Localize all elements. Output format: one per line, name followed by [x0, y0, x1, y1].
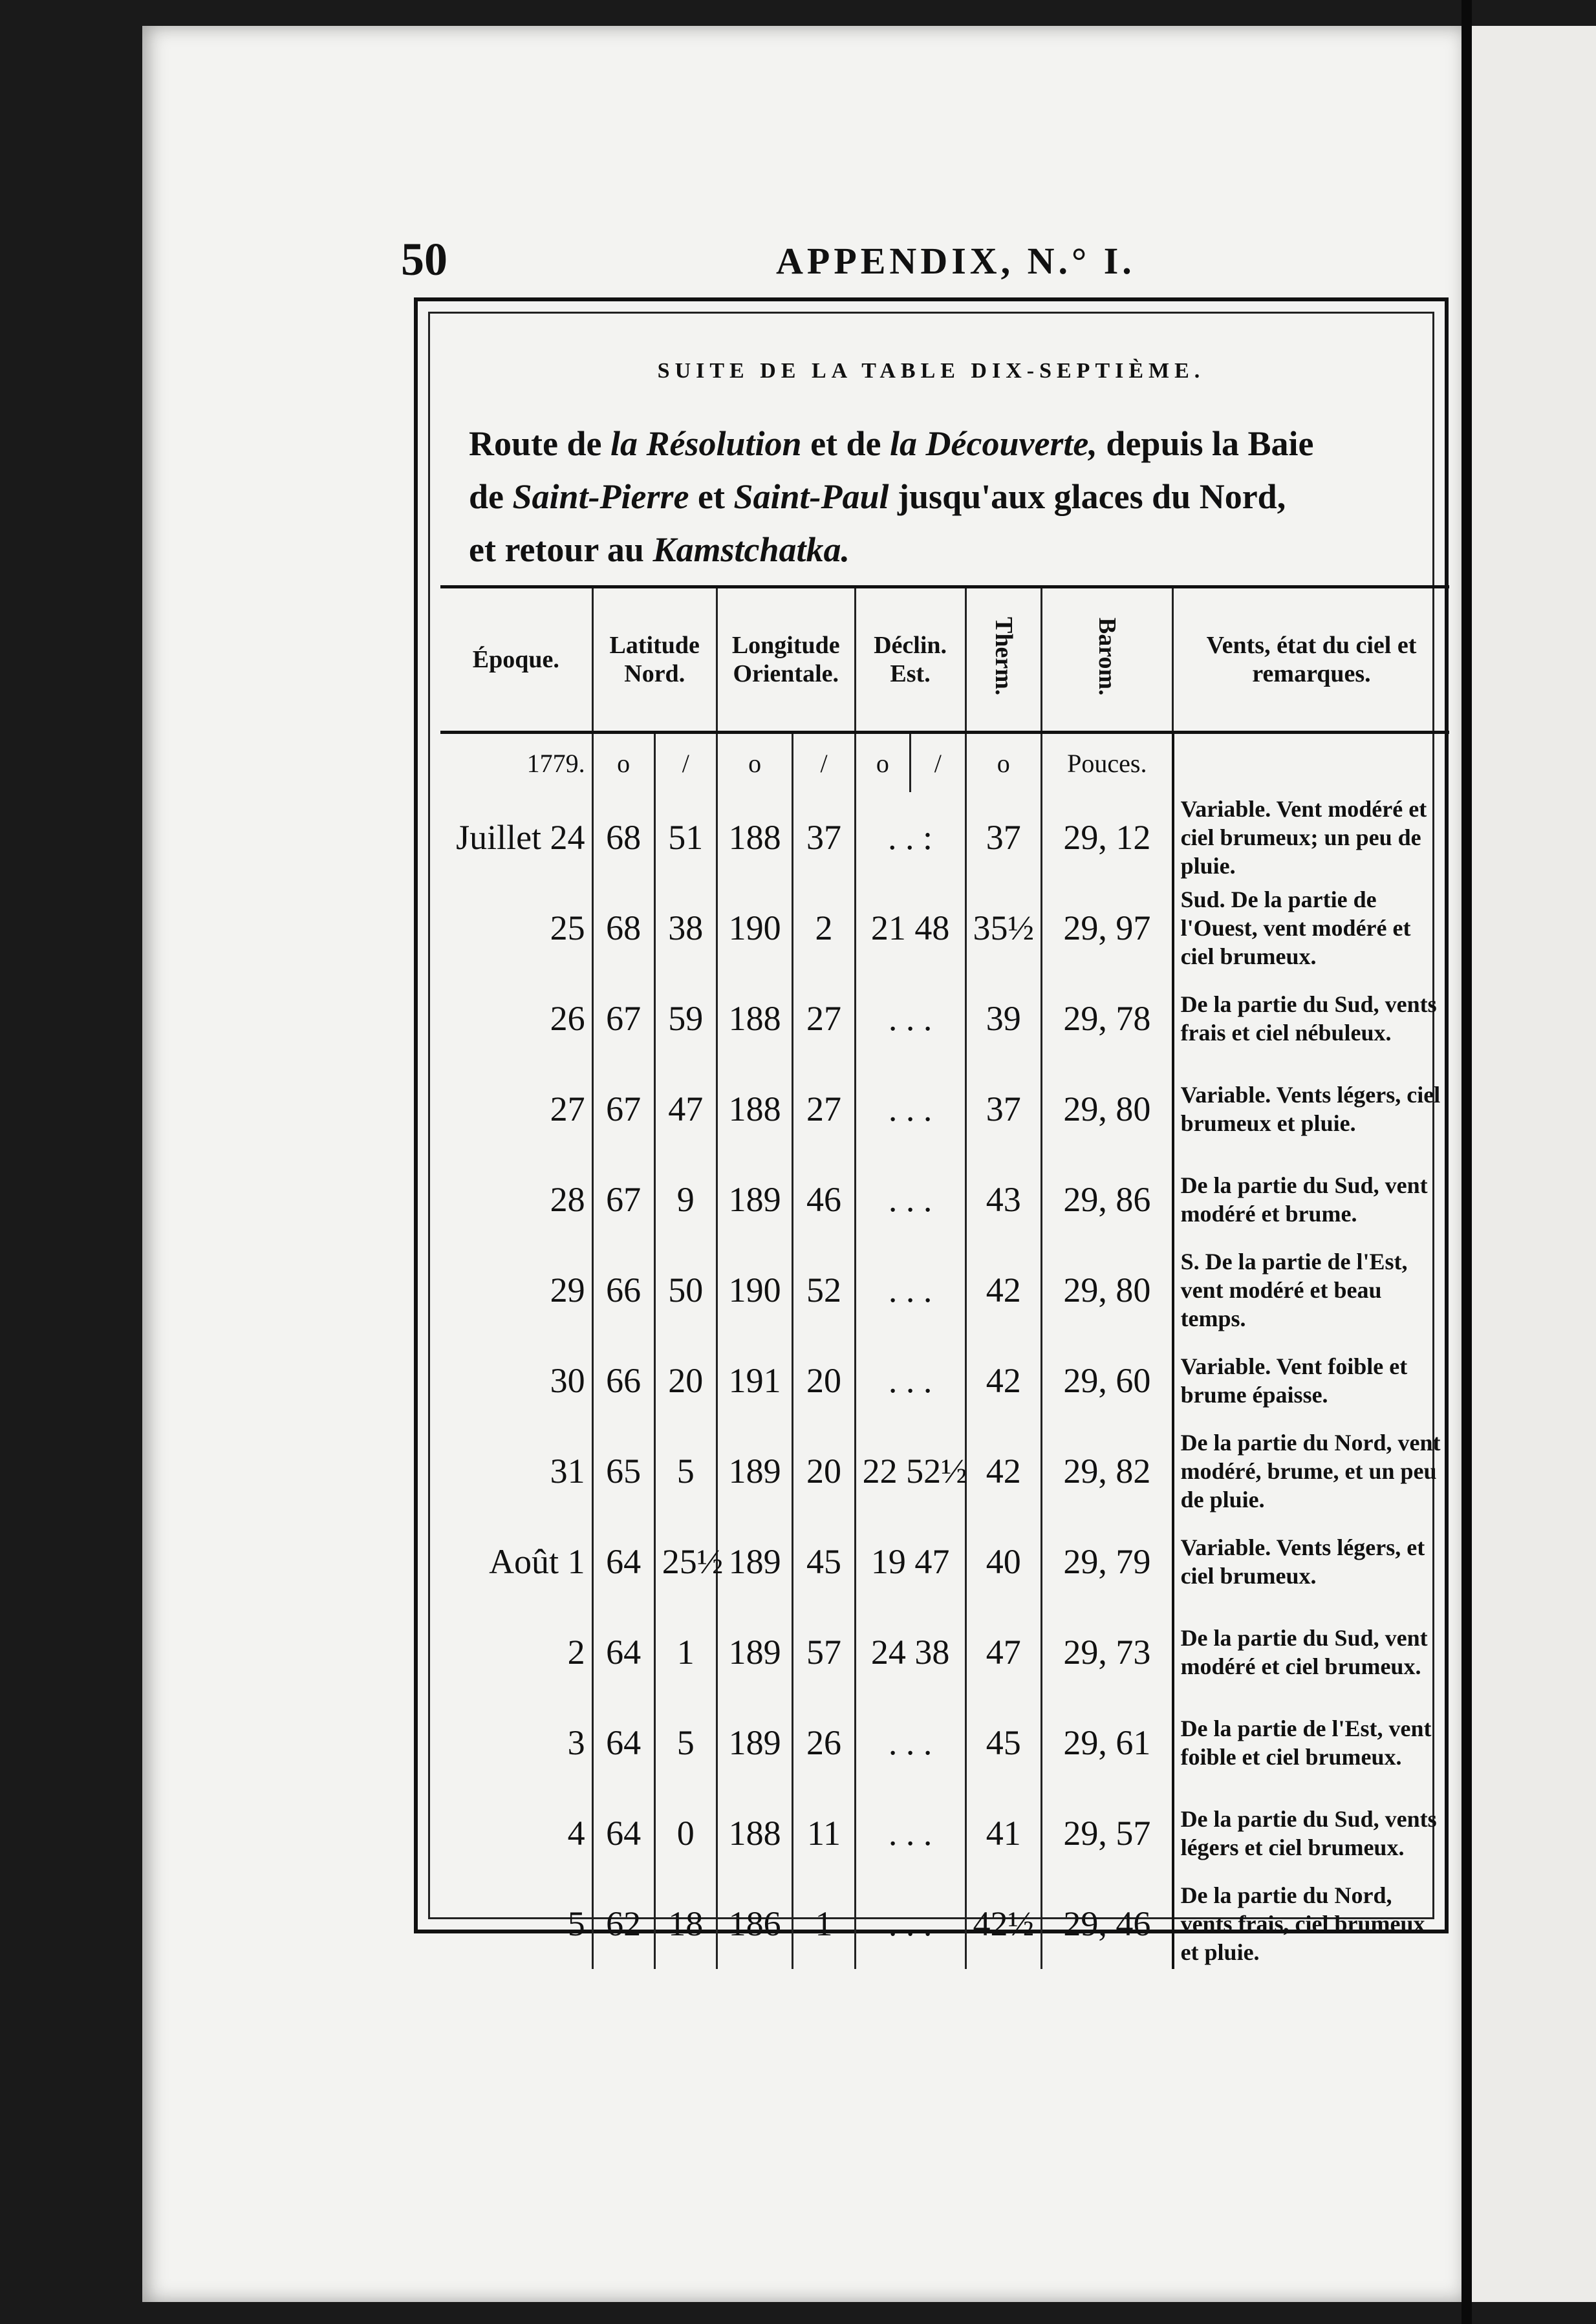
- book-gutter: [1461, 0, 1472, 2324]
- col-declination: Déclin. Est.: [855, 587, 965, 733]
- route-text: et: [689, 477, 734, 516]
- header-row: [440, 587, 1449, 733]
- barometer-cell: 29, 78: [1042, 973, 1173, 1064]
- thermometer-cell: 42: [965, 1335, 1042, 1426]
- col-latitude: Latitude Nord.: [592, 587, 717, 733]
- longitude-degrees: 189: [717, 1516, 793, 1607]
- log-table: [440, 585, 1449, 1969]
- barometer-cell: 29, 57: [1042, 1788, 1173, 1878]
- latitude-minutes: 20: [654, 1335, 717, 1426]
- remarks-cell: De la partie du Sud, vent modéré et brume.: [1173, 1154, 1449, 1245]
- barometer-cell: 29, 73: [1042, 1607, 1173, 1697]
- date-cell: 3: [567, 1723, 585, 1762]
- date-cell: 5: [567, 1904, 585, 1943]
- date-cell: 2: [567, 1633, 585, 1672]
- table-frame-inner: [428, 312, 1441, 1965]
- latitude-degrees: 68: [592, 883, 654, 973]
- latitude-degrees: 62: [592, 1878, 654, 1969]
- declination-cell: 21 48: [855, 883, 965, 973]
- latitude-minutes: 18: [654, 1878, 717, 1969]
- ship-name-decouverte: la Découverte,: [890, 424, 1097, 463]
- unit-therm: o: [965, 733, 1042, 793]
- date-cell: 29: [550, 1271, 585, 1309]
- latitude-degrees: 66: [592, 1335, 654, 1426]
- date-cell: 4: [567, 1814, 585, 1853]
- latitude-minutes: 1: [654, 1607, 717, 1697]
- longitude-minutes: 26: [793, 1697, 855, 1788]
- barometer-cell: 29, 79: [1042, 1516, 1173, 1607]
- longitude-degrees: 189: [717, 1154, 793, 1245]
- declination-cell: 19 47: [855, 1516, 965, 1607]
- date-cell: 30: [550, 1361, 585, 1400]
- longitude-degrees: 190: [717, 883, 793, 973]
- thermometer-cell: 42: [965, 1245, 1042, 1335]
- col-barom-label: Barom.: [1094, 617, 1121, 696]
- route-text: Route de: [469, 424, 610, 463]
- table-row: [440, 1697, 1449, 1788]
- unit-dec-deg: o: [855, 733, 910, 793]
- date-cell: 28: [550, 1180, 585, 1219]
- table-row: [440, 1788, 1449, 1878]
- unit-barom: Pouces.: [1042, 733, 1173, 793]
- latitude-degrees: 64: [592, 1788, 654, 1878]
- thermometer-cell: 37: [965, 1064, 1042, 1154]
- table-row: [440, 1607, 1449, 1697]
- longitude-minutes: 20: [793, 1426, 855, 1516]
- remarks-cell: Variable. Vent foible et brume épaisse.: [1173, 1335, 1449, 1426]
- col-barom: [1042, 587, 1173, 733]
- longitude-minutes: 45: [793, 1516, 855, 1607]
- remarks-cell: De la partie du Sud, vents frais et ciel nébuleux.: [1173, 973, 1449, 1064]
- latitude-minutes: 5: [654, 1426, 717, 1516]
- col-vents: Vents, état du ciel et remarques.: [1173, 587, 1449, 733]
- table-frame: [414, 297, 1449, 1965]
- longitude-degrees: 188: [717, 1064, 793, 1154]
- remarks-cell: Variable. Vents légers, ciel brumeux et pluie.: [1173, 1064, 1449, 1154]
- thermometer-cell: 41: [965, 1788, 1042, 1878]
- remarks-cell: De la partie du Nord, vents frais, ciel brumeux et pluie.: [1173, 1878, 1449, 1969]
- barometer-cell: 29, 82: [1042, 1426, 1173, 1516]
- route-heading: [469, 417, 1407, 576]
- longitude-minutes: 1: [793, 1878, 855, 1969]
- longitude-minutes: 2: [793, 883, 855, 973]
- latitude-minutes: 25½: [654, 1516, 717, 1607]
- remarks-cell: De la partie du Nord, vent modéré, brume, et un peu de pluie.: [1173, 1426, 1449, 1516]
- longitude-minutes: 11: [793, 1788, 855, 1878]
- declination-cell: . . .: [855, 1878, 965, 1969]
- unit-lon-deg: o: [717, 733, 793, 793]
- longitude-degrees: 188: [717, 973, 793, 1064]
- place-name-saint-pierre: Saint-Pierre: [512, 477, 689, 516]
- longitude-degrees: 189: [717, 1607, 793, 1697]
- latitude-minutes: 47: [654, 1064, 717, 1154]
- latitude-degrees: 64: [592, 1697, 654, 1788]
- thermometer-cell: 40: [965, 1516, 1042, 1607]
- longitude-minutes: 27: [793, 1064, 855, 1154]
- table-row: [440, 1516, 1449, 1607]
- latitude-degrees: 64: [592, 1607, 654, 1697]
- remarks-cell: Sud. De la partie de l'Ouest, vent modéré et ciel brumeux.: [1173, 883, 1449, 973]
- longitude-degrees: 191: [717, 1335, 793, 1426]
- table-row: [440, 1426, 1449, 1516]
- facing-page-edge: [1472, 26, 1596, 2302]
- barometer-cell: 29, 12: [1042, 792, 1173, 883]
- col-epoque: Époque.: [440, 587, 592, 733]
- latitude-degrees: 68: [592, 792, 654, 883]
- date-cell: 26: [550, 999, 585, 1038]
- table-row: [440, 973, 1449, 1064]
- units-row: [440, 733, 1449, 793]
- table-row: [440, 1335, 1449, 1426]
- date-cell: 31: [550, 1452, 585, 1490]
- declination-cell: . . .: [855, 1064, 965, 1154]
- route-text: de: [469, 477, 513, 516]
- latitude-degrees: 67: [592, 973, 654, 1064]
- latitude-degrees: 67: [592, 1154, 654, 1245]
- declination-cell: . . .: [855, 1245, 965, 1335]
- table-row: [440, 883, 1449, 973]
- thermometer-cell: 35½: [965, 883, 1042, 973]
- longitude-degrees: 188: [717, 792, 793, 883]
- latitude-degrees: 64: [592, 1516, 654, 1607]
- longitude-minutes: 57: [793, 1607, 855, 1697]
- unit-lon-min: /: [793, 733, 855, 793]
- ship-name-resolution: la Résolution: [610, 424, 802, 463]
- unit-dec-min: /: [911, 733, 965, 793]
- barometer-cell: 29, 80: [1042, 1064, 1173, 1154]
- table-row: [440, 792, 1449, 883]
- latitude-minutes: 38: [654, 883, 717, 973]
- latitude-minutes: 0: [654, 1788, 717, 1878]
- date-cell: 25: [550, 909, 585, 947]
- thermometer-cell: 45: [965, 1697, 1042, 1788]
- longitude-degrees: 188: [717, 1788, 793, 1878]
- page-number: 50: [401, 233, 448, 285]
- declination-cell: . . .: [855, 1154, 965, 1245]
- barometer-cell: 29, 46: [1042, 1878, 1173, 1969]
- thermometer-cell: 37: [965, 792, 1042, 883]
- remarks-cell: Variable. Vents légers, et ciel brumeux.: [1173, 1516, 1449, 1607]
- latitude-degrees: 67: [592, 1064, 654, 1154]
- barometer-cell: 29, 61: [1042, 1697, 1173, 1788]
- unit-lat-deg: o: [592, 733, 654, 793]
- latitude-minutes: 59: [654, 973, 717, 1064]
- unit-lat-min: /: [654, 733, 717, 793]
- latitude-degrees: 66: [592, 1245, 654, 1335]
- declination-cell: 22 52½: [855, 1426, 965, 1516]
- remarks-cell: De la partie du Sud, vents légers et ciel brumeux.: [1173, 1788, 1449, 1878]
- unit-remarks: [1173, 733, 1449, 793]
- latitude-minutes: 5: [654, 1697, 717, 1788]
- table-suite-heading: SUITE DE LA TABLE DIX-SEPTIÈME.: [657, 359, 1205, 383]
- table-row: [440, 1064, 1449, 1154]
- date-cell: Juillet 24: [456, 818, 585, 857]
- col-longitude: Longitude Orientale.: [717, 587, 855, 733]
- thermometer-cell: 42½: [965, 1878, 1042, 1969]
- barometer-cell: 29, 60: [1042, 1335, 1173, 1426]
- declination-cell: . . .: [855, 973, 965, 1064]
- place-name-saint-paul: Saint-Paul: [733, 477, 889, 516]
- page-header: [401, 233, 1474, 297]
- declination-cell: . . .: [855, 1788, 965, 1878]
- longitude-minutes: 37: [793, 792, 855, 883]
- latitude-minutes: 50: [654, 1245, 717, 1335]
- longitude-minutes: 20: [793, 1335, 855, 1426]
- thermometer-cell: 47: [965, 1607, 1042, 1697]
- thermometer-cell: 42: [965, 1426, 1042, 1516]
- remarks-cell: De la partie de l'Est, vent foible et ciel brumeux.: [1173, 1697, 1449, 1788]
- longitude-minutes: 27: [793, 973, 855, 1064]
- thermometer-cell: 39: [965, 973, 1042, 1064]
- table-row: [440, 1878, 1449, 1969]
- barometer-cell: 29, 97: [1042, 883, 1173, 973]
- col-therm: [965, 587, 1042, 733]
- route-text: et de: [801, 424, 890, 463]
- date-cell: Août 1: [489, 1542, 585, 1581]
- declination-cell: . . :: [855, 792, 965, 883]
- longitude-minutes: 46: [793, 1154, 855, 1245]
- remarks-cell: S. De la partie de l'Est, vent modéré et beau temps.: [1173, 1245, 1449, 1335]
- year-cell: 1779.: [526, 748, 585, 778]
- longitude-degrees: 190: [717, 1245, 793, 1335]
- col-therm-label: Therm.: [989, 617, 1017, 696]
- declination-cell: 24 38: [855, 1607, 965, 1697]
- route-text: et retour au: [469, 530, 653, 569]
- longitude-degrees: 189: [717, 1426, 793, 1516]
- declination-cell: . . .: [855, 1335, 965, 1426]
- table-row: [440, 1245, 1449, 1335]
- declination-cell: . . .: [855, 1697, 965, 1788]
- thermometer-cell: 43: [965, 1154, 1042, 1245]
- latitude-minutes: 9: [654, 1154, 717, 1245]
- remarks-cell: Variable. Vent modéré et ciel brumeux; un peu de pluie.: [1173, 792, 1449, 883]
- place-name-kamstchatka: Kamstchatka.: [652, 530, 850, 569]
- longitude-degrees: 189: [717, 1697, 793, 1788]
- route-text: depuis la Baie: [1097, 424, 1314, 463]
- table-row: [440, 1154, 1449, 1245]
- longitude-degrees: 186: [717, 1878, 793, 1969]
- barometer-cell: 29, 80: [1042, 1245, 1173, 1335]
- barometer-cell: 29, 86: [1042, 1154, 1173, 1245]
- longitude-minutes: 52: [793, 1245, 855, 1335]
- date-cell: 27: [550, 1090, 585, 1128]
- route-text: jusqu'aux glaces du Nord,: [889, 477, 1286, 516]
- latitude-degrees: 65: [592, 1426, 654, 1516]
- remarks-cell: De la partie du Sud, vent modéré et ciel brumeux.: [1173, 1607, 1449, 1697]
- latitude-minutes: 51: [654, 792, 717, 883]
- running-title: APPENDIX, N.° I.: [776, 240, 1136, 282]
